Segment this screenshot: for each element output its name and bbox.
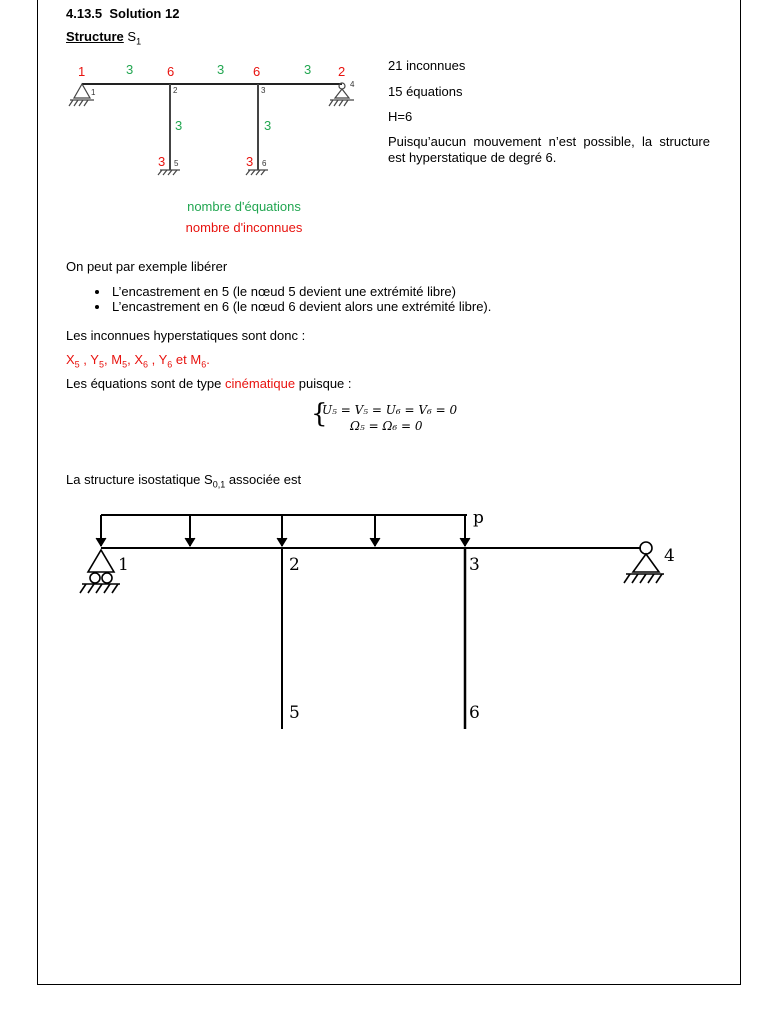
arrow-head-icon — [370, 538, 380, 546]
load-label: p — [473, 508, 484, 528]
count-node-1: 1 — [78, 64, 86, 79]
liberate-list — [88, 284, 491, 314]
arrow-head-icon — [460, 538, 470, 546]
node-label-3: 3 — [469, 555, 480, 575]
fixed-support-6-icon — [246, 170, 268, 175]
hyperstatic-degree: H=6 — [388, 109, 413, 124]
count-column-5: 3 — [175, 118, 183, 133]
node-label-1: 1 — [118, 555, 129, 575]
legend-unknowns: nombre d'inconnues — [185, 220, 303, 235]
count-span-1: 3 — [126, 62, 134, 77]
fixed-support-5-icon — [158, 170, 180, 175]
small-node-label-4: 4 — [350, 80, 355, 89]
equation-line-2: Ω₅ = Ω₆ = 0 — [350, 419, 423, 433]
small-node-label-2: 2 — [173, 86, 178, 95]
count-node-2: 6 — [167, 64, 175, 79]
arrow-head-icon — [277, 538, 287, 546]
iso-structure-intro: La structure isostatique $S_{0,1}$ associée est — [66, 472, 302, 490]
small-node-label-6: 6 — [262, 159, 267, 168]
small-node-label-1: 1 — [91, 88, 96, 97]
count-span-3: 3 — [304, 62, 312, 77]
count-base-5: 3 — [158, 154, 166, 169]
small-node-label-3: 3 — [261, 86, 266, 95]
node-label-4: 4 — [664, 546, 675, 566]
equations-sentence: Les équations sont de type cinématique puisque : — [66, 376, 352, 391]
count-base-6: 3 — [246, 154, 254, 169]
unknowns-count: 21 inconnues — [388, 58, 466, 73]
structure-s1-diagram — [66, 56, 366, 180]
equation-line-1: U₅ = V₅ = U₆ = V₆ = 0 — [322, 403, 458, 417]
legend-equations: nombre d'équations — [187, 199, 301, 214]
small-node-label-5: 5 — [174, 159, 179, 168]
section-heading: 4.13.5 Solution 12 — [66, 6, 180, 21]
conclusion-paragraph: Puisqu’aucun mouvement n’est possible, la structure est hyperstatique de degré 6. — [388, 134, 710, 165]
arrow-head-icon — [185, 538, 195, 546]
count-column-6: 3 — [264, 118, 272, 133]
list-item: • L’encastrement en 6 (le nœud 6 devient alors une extrémité libre). — [110, 299, 491, 314]
equation-brace: { — [311, 399, 328, 429]
count-node-4: 2 — [338, 64, 346, 79]
structure-title: Structure $S_1$ — [66, 29, 142, 47]
unknowns-intro: Les inconnues hyperstatiques sont donc : — [66, 328, 306, 343]
roller-support-1-icon — [80, 550, 120, 593]
count-span-2: 3 — [217, 62, 225, 77]
node-label-2: 2 — [289, 555, 300, 575]
iso-structure-diagram — [70, 500, 710, 740]
unknowns-list: $X_5$ , $Y_5$, $M_5$, $X_6$ , $Y_6$ et $M_6$. — [66, 352, 210, 370]
node-label-5: 5 — [289, 703, 300, 723]
count-node-3: 6 — [253, 64, 261, 79]
liberate-intro: On peut par exemple libérer — [66, 259, 228, 274]
node-label-6: 6 — [469, 703, 480, 723]
arrow-head-icon — [96, 538, 106, 546]
list-item: • L’encastrement en 5 (le nœud 5 devient une extrémité libre) — [110, 284, 491, 299]
equations-count: 15 équations — [388, 84, 463, 99]
